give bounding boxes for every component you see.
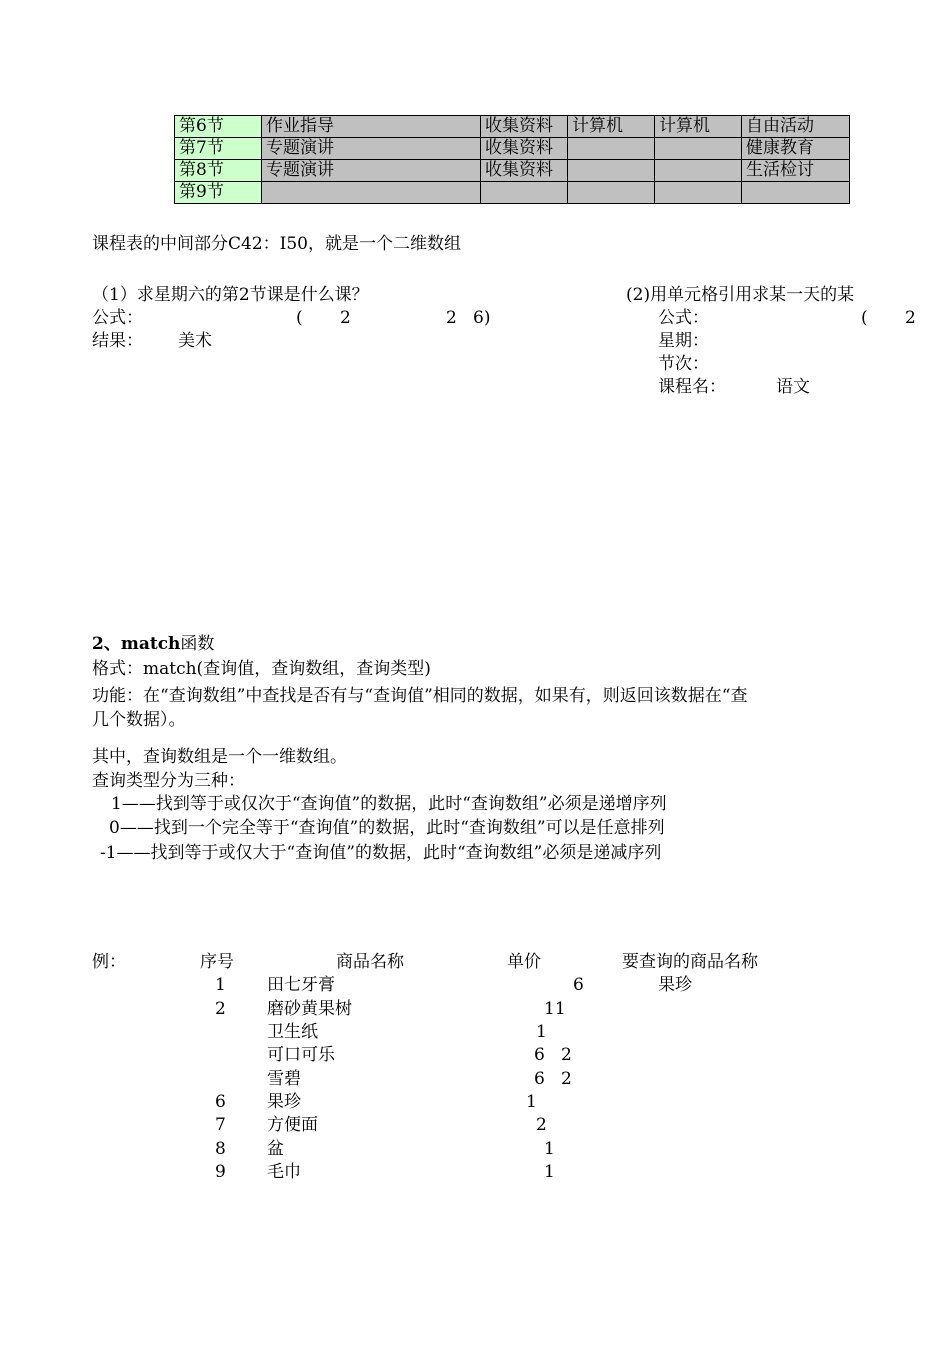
q1-result-label: 结果： <box>92 331 143 351</box>
example-query-value: 6 <box>573 975 584 995</box>
period-cell[interactable]: 第6节 <box>175 116 262 138</box>
match-type-1: 1——找到等于或仅次于“查询值”的数据，此时“查询数组”必须是递增序列 <box>111 794 667 814</box>
table-row <box>175 182 850 204</box>
example-row-name: 卫生纸 <box>267 1022 318 1042</box>
q1-formula-label: 公式： <box>92 308 143 328</box>
example-row-name: 毛巾 <box>267 1162 301 1182</box>
q1-formula-frag: 2 6) <box>446 308 491 328</box>
course-cell[interactable]: 计算机 <box>568 116 655 138</box>
example-row-name: 方便面 <box>267 1115 318 1135</box>
example-row-price: 6 2 <box>534 1069 572 1089</box>
example-row-price: 1 <box>544 1139 555 1159</box>
match-format: 格式：match(查询值，查询数组，查询类型) <box>92 659 431 679</box>
course-cell[interactable] <box>742 182 850 204</box>
course-cell[interactable]: 健康教育 <box>742 138 850 160</box>
course-cell[interactable] <box>568 160 655 182</box>
course-cell[interactable]: 收集资料 <box>481 138 568 160</box>
example-row-seq: 7 <box>215 1115 226 1135</box>
schedule-table <box>174 115 850 204</box>
match-function-line2: 几个数据）。 <box>92 710 186 730</box>
q2-period-label: 节次： <box>658 354 709 374</box>
example-row-price: 6 2 <box>534 1045 572 1065</box>
example-row-name: 盆 <box>267 1139 284 1159</box>
table-row <box>175 160 850 182</box>
example-row-name: 雪碧 <box>267 1069 301 1089</box>
course-cell[interactable]: 计算机 <box>655 116 742 138</box>
example-row-price: 1 <box>526 1092 537 1112</box>
table-row <box>175 138 850 160</box>
example-row-price: 1 <box>544 1162 555 1182</box>
course-cell[interactable]: 专题演讲 <box>262 138 481 160</box>
example-col-query: 要查询的商品名称 <box>622 952 758 972</box>
q1-result-value: 美术 <box>178 331 212 351</box>
q2-day-label: 星期： <box>658 331 709 351</box>
example-row-seq: 6 <box>215 1092 226 1112</box>
match-note: 其中，查询数组是一个一维数组。 <box>92 747 347 767</box>
course-cell[interactable] <box>481 182 568 204</box>
match-type-0: 0——找到一个完全等于“查询值”的数据，此时“查询数组”可以是任意排列 <box>109 818 665 838</box>
example-row-seq: 8 <box>215 1139 226 1159</box>
intro-text: 课程表的中间部分C42：I50，就是一个二维数组 <box>92 234 461 254</box>
match-types-title: 查询类型分为三种： <box>92 771 245 791</box>
example-col-price: 单价 <box>507 952 541 972</box>
example-label: 例： <box>92 952 126 972</box>
course-cell[interactable]: 专题演讲 <box>262 160 481 182</box>
example-row-seq: 1 <box>215 975 226 995</box>
example-query-value: 果珍 <box>658 975 692 995</box>
example-col-seq: 序号 <box>200 952 234 972</box>
q2-formula-frag: ( <box>861 308 868 328</box>
course-cell[interactable] <box>568 182 655 204</box>
q2-course-label: 课程名： <box>658 377 726 397</box>
q2-formula-frag: 2 <box>905 308 916 328</box>
example-row-price: 11 <box>544 999 566 1019</box>
example-row-name: 可口可乐 <box>267 1045 335 1065</box>
course-cell[interactable] <box>655 160 742 182</box>
q1-formula-frag: 2 <box>340 308 351 328</box>
example-row-name: 磨砂黄果树 <box>267 999 352 1019</box>
table-row <box>175 116 850 138</box>
q2-formula-label: 公式： <box>658 308 709 328</box>
course-cell[interactable]: 自由活动 <box>742 116 850 138</box>
example-col-name: 商品名称 <box>336 952 404 972</box>
match-heading-suffix: 函数 <box>180 634 215 654</box>
example-row-seq: 9 <box>215 1162 226 1182</box>
period-cell[interactable]: 第8节 <box>175 160 262 182</box>
example-row-seq: 2 <box>215 999 226 1019</box>
example-row-name: 田七牙膏 <box>267 975 335 995</box>
period-cell[interactable]: 第7节 <box>175 138 262 160</box>
q2-title: (2)用单元格引用求某一天的某 <box>626 285 855 305</box>
q1-formula-frag: ( <box>296 308 303 328</box>
match-heading-num: 2、 <box>92 634 121 654</box>
example-row-name: 果珍 <box>267 1092 301 1112</box>
period-cell[interactable]: 第9节 <box>175 182 262 204</box>
q1-title: （1）求星期六的第2节课是什么课？ <box>92 285 369 305</box>
course-cell[interactable]: 作业指导 <box>262 116 481 138</box>
q2-course-value: 语文 <box>776 377 810 397</box>
course-cell[interactable]: 收集资料 <box>481 160 568 182</box>
match-function-line1: 功能：在“查询数组”中查找是否有与“查询值”相同的数据，如果有，则返回该数据在“查 <box>92 686 748 706</box>
match-type-minus1: -1——找到等于或仅大于“查询值”的数据，此时“查询数组”必须是递减序列 <box>100 843 662 863</box>
match-heading <box>92 633 214 655</box>
course-cell[interactable]: 生活检讨 <box>742 160 850 182</box>
course-cell[interactable] <box>655 182 742 204</box>
course-cell[interactable] <box>568 138 655 160</box>
course-cell[interactable]: 收集资料 <box>481 116 568 138</box>
match-heading-func: match <box>120 634 181 654</box>
example-row-price: 1 <box>536 1022 547 1042</box>
course-cell[interactable] <box>655 138 742 160</box>
course-cell[interactable] <box>262 182 481 204</box>
example-row-price: 2 <box>536 1115 547 1135</box>
